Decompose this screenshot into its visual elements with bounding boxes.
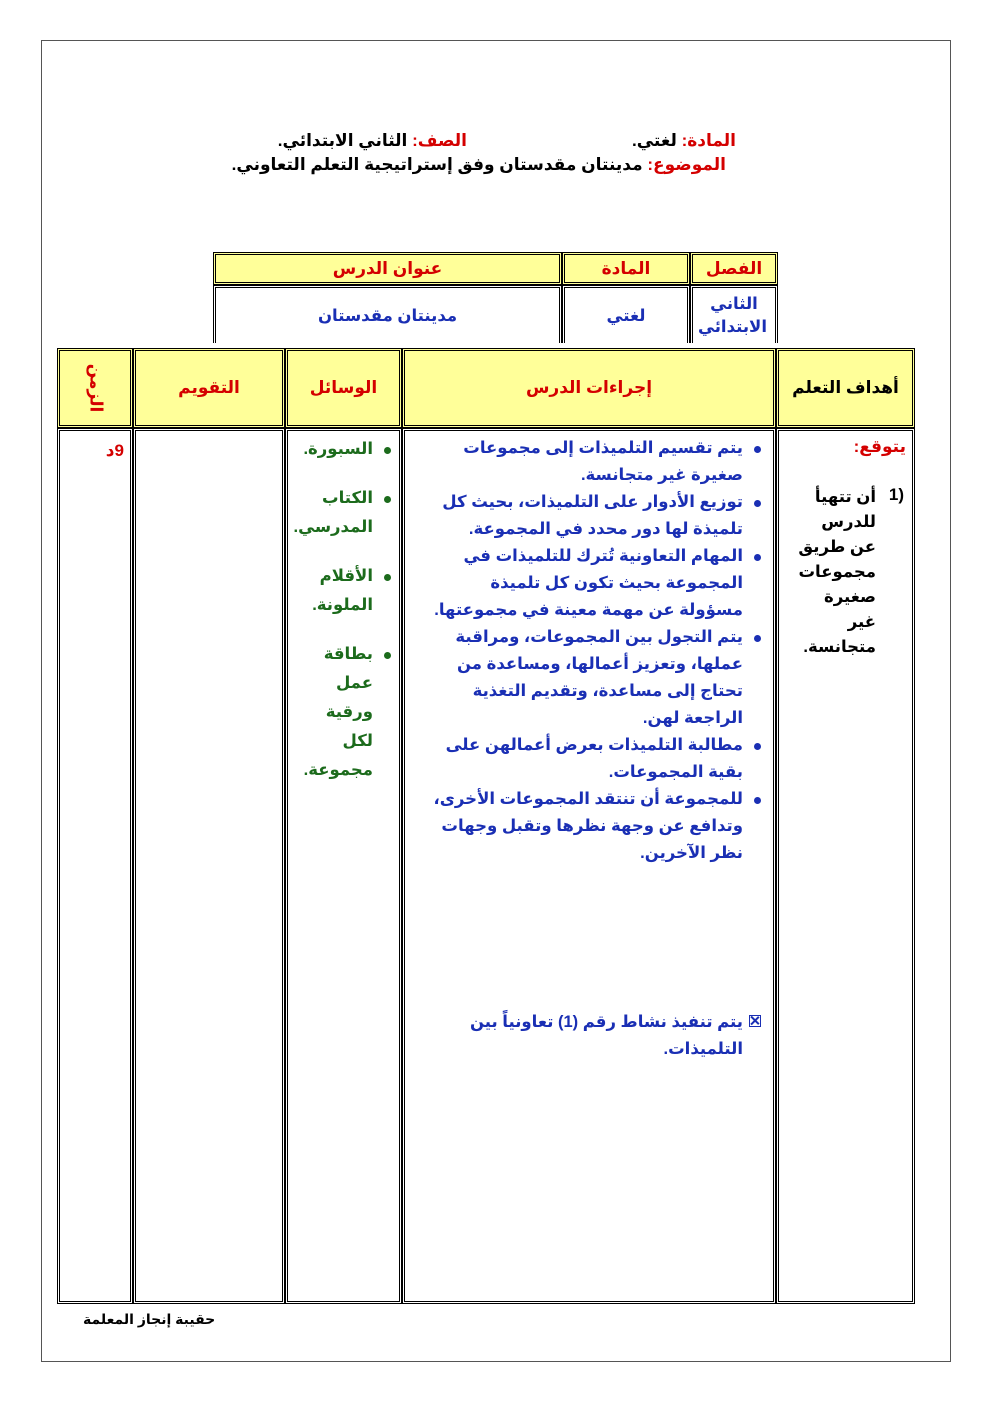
grade-line (278, 131, 467, 151)
subject-line (632, 131, 736, 151)
tools-list (291, 435, 395, 805)
info-value-term: الثاني الابتدائي (690, 285, 778, 343)
bullet-icon (384, 496, 391, 503)
header-time: الزمن (57, 348, 133, 428)
assessment-cell (133, 428, 285, 1304)
grade-value: الثاني الابتدائي. (277, 131, 408, 150)
time-value: 9د (105, 441, 124, 460)
procedures-list (423, 435, 763, 867)
bullet-icon (754, 797, 761, 804)
footer-text: حقيبة إنجاز المعلمة (83, 1311, 216, 1327)
bullet-icon (384, 574, 391, 581)
procedure-item: المهام التعاونية تُترك للتلميذات في المجموعة بحيث تكون كل تلميذة مسؤولة عن مهمة معينة في مجموعتها. (423, 543, 763, 624)
topic-line (232, 155, 726, 175)
subject-value: لغتي. (632, 131, 677, 150)
objective-text: أن تتهيأ للدرس عن طريق مجموعات صغيرة غير متجانسة. (798, 488, 876, 656)
tool-item: السبورة. (291, 435, 395, 464)
procedures-cell (402, 428, 776, 1304)
procedure-item: للمجموعة أن تنتقد المجموعات الأخرى، وتدافع عن وجهة نظرها وتقبل وجهات نظر الآخرين. (423, 786, 763, 867)
bullet-icon (384, 447, 391, 454)
objectives-intro: يتوقع: (853, 437, 906, 456)
info-value-subject: لغتي (562, 285, 690, 343)
topic-value: مدينتان مقدستان وفق إستراتيجية التعلم التعاوني. (231, 155, 643, 174)
procedure-item: يتم تقسيم التلميذات إلى مجموعات صغيرة غير متجانسة. (423, 435, 763, 489)
tools-cell (285, 428, 402, 1304)
grade-label: الصف: (412, 131, 467, 150)
bullet-icon (754, 500, 761, 507)
bullet-icon (754, 554, 761, 561)
tool-item: بطاقة عمل ورقية لكل مجموعة. (291, 640, 395, 785)
objectives-cell (776, 428, 915, 1304)
bullet-icon (754, 446, 761, 453)
info-header-term: الفصل (690, 252, 778, 285)
info-header-subject: المادة (562, 252, 690, 285)
bullet-icon (384, 652, 391, 659)
info-header-lesson-title: عنوان الدرس (213, 252, 562, 285)
subject-label: المادة: (681, 131, 736, 150)
time-cell (57, 428, 133, 1304)
header-tools: الوسائل (285, 348, 402, 428)
tool-item: الكتاب المدرسي. (291, 484, 395, 542)
activity-note: يتم تنفيذ نشاط رقم (1) تعاونياً بين التلميذات. (443, 1009, 763, 1063)
header-assessment: التقويم (133, 348, 285, 428)
procedure-item: يتم التجول بين المجموعات، ومراقبة عملها، وتعزيز أعمالها، ومساعدة من تحتاج إلى مساعدة، وتقديم التغذية الراجعة لهن. (423, 624, 763, 732)
objective-number: 1) (888, 485, 904, 504)
checkbox-icon (749, 1015, 761, 1027)
topic-label: الموضوع: (647, 155, 726, 174)
bullet-icon (754, 635, 761, 642)
procedure-item: مطالبة التلميذات بعرض أعمالهن على بقية المجموعات. (423, 732, 763, 786)
procedure-item: توزيع الأدوار على التلميذات، بحيث كل تلميذة لها دور محدد في المجموعة. (423, 489, 763, 543)
info-value-lesson-title: مدينتان مقدستان (213, 285, 562, 343)
header-objectives: أهداف التعلم (776, 348, 915, 428)
tool-item: الأقلام الملونة. (291, 562, 395, 620)
header-procedures: إجراءات الدرس (402, 348, 776, 428)
bullet-icon (754, 743, 761, 750)
